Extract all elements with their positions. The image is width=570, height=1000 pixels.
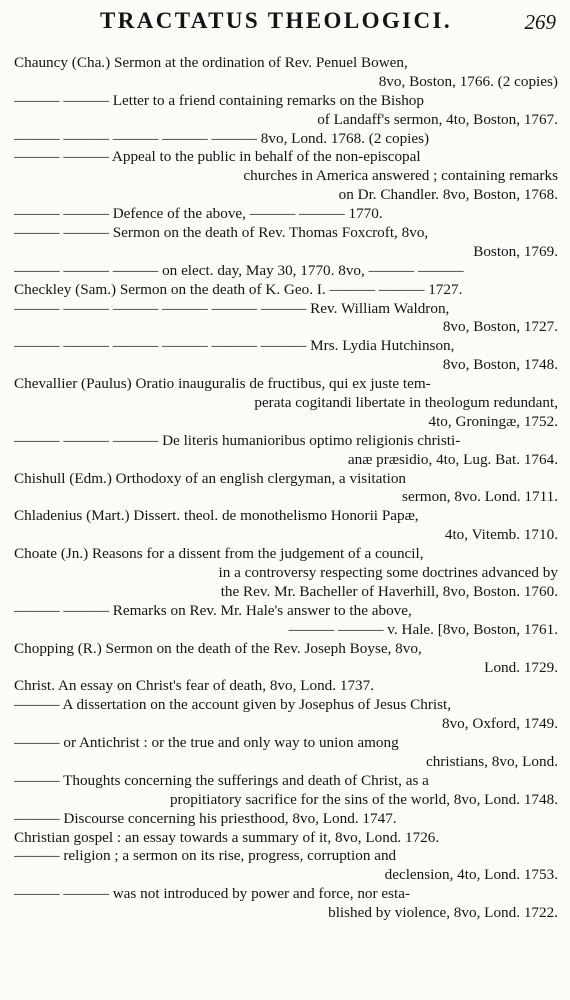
catalogue-entry	[14, 54, 558, 92]
entry-line: ——— ——— ——— on elect. day, May 30, 1770. 8vo, ——— ———	[14, 261, 464, 279]
entry-continuation-line: 8vo, Oxford, 1749.	[441, 715, 558, 733]
entry-line: ——— or Antichrist : or the true and only way to union among	[14, 734, 399, 752]
entry-continuation-line: propitiatory sacrifice for the sins of the world, 8vo, Lond. 1748.	[169, 790, 558, 808]
entry-line: Chladenius (Mart.) Dissert. theol. de monothelismo Honorii Papæ,	[14, 507, 419, 525]
catalogue-entry	[14, 92, 558, 130]
entry-continuation-line: Lond. 1729.	[484, 658, 558, 676]
entry-line: ——— ——— Defence of the above, ——— ——— 1770.	[14, 205, 383, 223]
catalogue-entry	[14, 602, 558, 640]
catalogue-entry	[14, 734, 558, 772]
entry-line: Christian gospel : an essay towards a summary of it, 8vo, Lond. 1726.	[14, 828, 440, 846]
catalogue-entry	[14, 507, 558, 545]
entry-continuation-line: 4to, Vitemb. 1710.	[444, 526, 558, 544]
catalogue-entry	[14, 262, 558, 281]
entry-line: Chopping (R.) Sermon on the death of the Rev. Joseph Boyse, 8vo,	[14, 639, 422, 657]
entry-continuation-line: of Landaff's sermon, 4to, Boston, 1767.	[317, 110, 558, 128]
entry-continuation-line: 8vo, Boston, 1748.	[442, 356, 558, 374]
entry-line: Chauncy (Cha.) Sermon at the ordination of Rev. Penuel Bowen,	[14, 54, 408, 71]
entry-line: Chevallier (Paulus) Oratio inauguralis de fructibus, qui ex juste tem-	[14, 375, 431, 393]
catalogue-entry	[14, 545, 558, 602]
entry-continuation-line: 8vo, Boston, 1727.	[442, 318, 558, 336]
entry-continuation-line: anæ præsidio, 4to, Lug. Bat. 1764.	[347, 450, 558, 468]
entry-continuation-line: ——— ——— v. Hale. [8vo, Boston, 1761.	[288, 620, 558, 638]
entry-continuation-line: the Rev. Mr. Bacheller of Haverhill, 8vo, Boston. 1760.	[220, 582, 558, 600]
catalogue-entry	[14, 640, 558, 678]
catalogue-entry	[14, 224, 558, 262]
entry-line: ——— ——— Appeal to the public in behalf of the non-episcopal	[14, 148, 421, 166]
catalogue-entry	[14, 772, 558, 810]
entry-line: ——— ——— ——— ——— ——— 8vo, Lond. 1768. (2 copies)	[14, 129, 430, 147]
entry-line: ——— ——— Remarks on Rev. Mr. Hale's answer to the above,	[14, 601, 412, 619]
catalogue-entry	[14, 337, 558, 375]
entry-line: Christ. An essay on Christ's fear of death, 8vo, Lond. 1737.	[14, 677, 375, 695]
running-title: TRACTATUS THEOLOGICI.	[100, 8, 453, 33]
entry-line: ——— ——— was not introduced by power and force, nor esta-	[14, 885, 411, 903]
entry-line: ——— Discourse concerning his priesthood, 8vo, Lond. 1747.	[14, 809, 397, 827]
entry-continuation-line: in a controversy respecting some doctrines advanced by	[218, 564, 558, 582]
catalogue-entry	[14, 470, 558, 508]
entry-continuation-line: on Dr. Chandler. 8vo, Boston, 1768.	[338, 186, 558, 204]
entry-line: ——— A dissertation on the account given by Josephus of Jesus Christ,	[14, 696, 452, 714]
page-header	[0, 6, 570, 46]
catalogue-entry	[14, 281, 558, 300]
catalogue-entry	[14, 148, 558, 205]
catalogue-entry	[14, 205, 558, 224]
entry-continuation-line: churches in America answered ; containing remarks	[243, 167, 558, 185]
catalogue-entry	[14, 885, 558, 923]
catalogue-entry	[14, 847, 558, 885]
catalogue-entry	[14, 130, 558, 149]
entry-line: ——— Thoughts concerning the sufferings and death of Christ, as a	[14, 771, 429, 789]
catalogue-entry	[14, 375, 558, 432]
entry-line: Choate (Jn.) Reasons for a dissent from the judgement of a council,	[14, 545, 424, 563]
entry-continuation-line: christians, 8vo, Lond.	[425, 752, 558, 770]
entry-line: ——— ——— ——— ——— ——— ——— Mrs. Lydia Hutchinson,	[14, 337, 455, 355]
catalogue-entry	[14, 432, 558, 470]
catalogue-entries	[14, 54, 558, 923]
entry-line: ——— ——— ——— De literis humanioribus optimo religionis christi-	[14, 431, 461, 449]
entry-line: ——— ——— ——— ——— ——— ——— Rev. William Waldron,	[14, 299, 450, 317]
entry-line: ——— ——— Letter to a friend containing remarks on the Bishop	[14, 91, 424, 109]
entry-continuation-line: declension, 4to, Lond. 1753.	[384, 866, 558, 884]
entry-continuation-line: perata cogitandi libertate in theologum redundant,	[254, 394, 558, 412]
catalogue-entry	[14, 677, 558, 696]
entry-continuation-line: 8vo, Boston, 1766. (2 copies)	[378, 72, 558, 90]
entry-continuation-line: 4to, Groningæ, 1752.	[428, 412, 558, 430]
catalogue-entry	[14, 300, 558, 338]
catalogue-entry	[14, 810, 558, 829]
entry-line: ——— ——— Sermon on the death of Rev. Thomas Foxcroft, 8vo,	[14, 224, 429, 242]
entry-line: ——— religion ; a sermon on its rise, progress, corruption and	[14, 847, 397, 865]
entry-line: Checkley (Sam.) Sermon on the death of K. Geo. I. ——— ——— 1727.	[14, 280, 463, 298]
page-number: 269	[524, 10, 556, 34]
entry-continuation-line: Boston, 1769.	[473, 242, 558, 260]
entry-line: Chishull (Edm.) Orthodoxy of an english clergyman, a visitation	[14, 469, 407, 487]
catalogue-entry	[14, 696, 558, 734]
entry-continuation-line: blished by violence, 8vo, Lond. 1722.	[328, 904, 558, 922]
catalogue-entry	[14, 829, 558, 848]
entry-continuation-line: sermon, 8vo. Lond. 1711.	[402, 488, 558, 506]
